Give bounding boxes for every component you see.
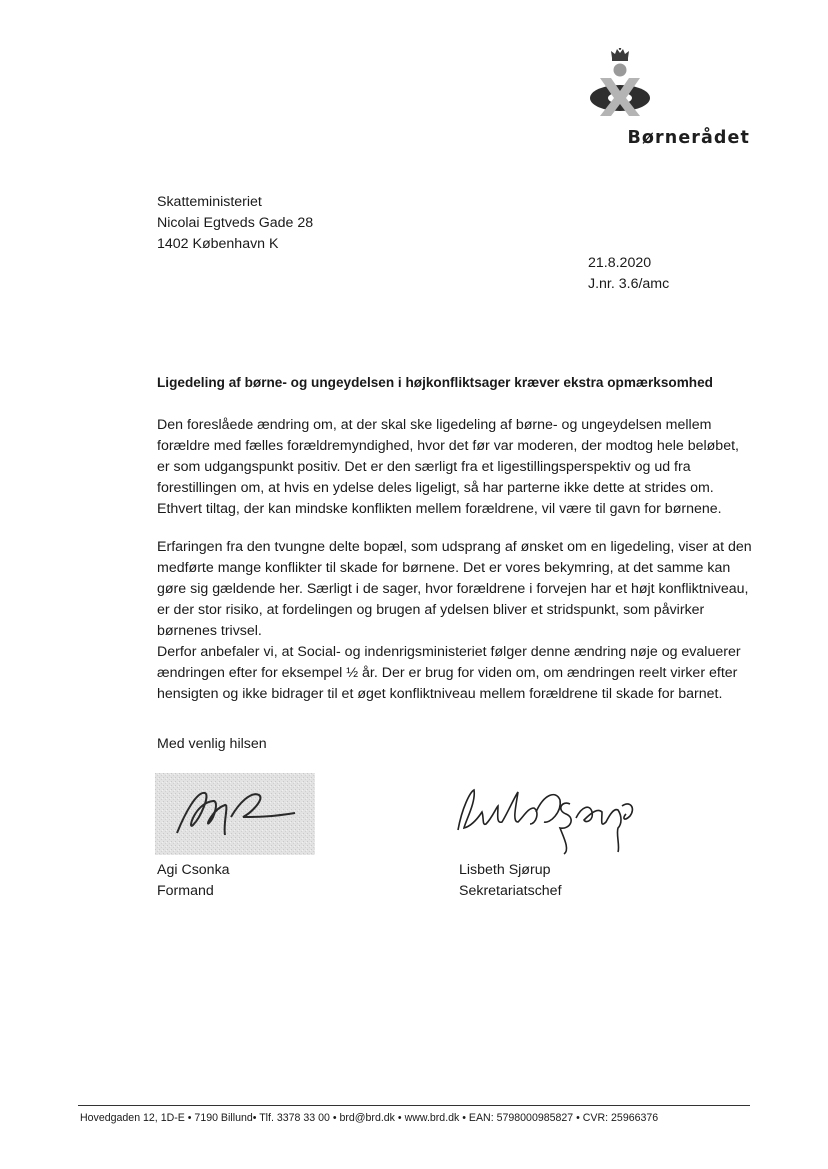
body-line: Ethvert tiltag, der kan mindske konflikten mellem forældrene, vil være til gavn for børnene.	[157, 501, 722, 517]
body-line: Den foreslåede ændring om, at der skal ske ligedeling af børne- og ungeydelsen mellem	[157, 417, 712, 433]
signer-name: Lisbeth Sjørup	[459, 862, 551, 878]
body-line: Derfor anbefaler vi, at Social- og indenrigsministeriet følger denne ændring nøje og evaluerer	[157, 644, 741, 660]
body-line: børnenes trivsel.	[157, 623, 262, 639]
signature-image-1	[155, 773, 315, 855]
signer-block-2	[459, 860, 562, 902]
signer-name: Agi Csonka	[157, 862, 230, 878]
letter-meta	[588, 253, 669, 295]
letter-date: 21.8.2020	[588, 255, 652, 271]
body-line: forestillingen om, at hvis en ydelse deles ligeligt, så har parterne ikke dette at strides om.	[157, 480, 714, 496]
signer-title: Sekretariatschef	[459, 883, 562, 899]
body-line: forældre med fælles forældremyndighed, hvor det før var moderen, der modtog hele beløbet,	[157, 438, 739, 454]
closing-salutation: Med venlig hilsen	[157, 736, 267, 752]
body-paragraph-2	[157, 537, 777, 705]
footer-contact-line: Hovedgaden 12, 1D-E • 7190 Billund• Tlf. 3378 33 00 • brd@brd.dk • www.brd.dk • EAN: 5798000985827 • CVR: 25966376	[80, 1112, 659, 1124]
letter-subject: Ligedeling af børne- og ungeydelsen i højkonfliktsager kræver ekstra opmærksomhed	[157, 375, 713, 390]
body-line: Erfaringen fra den tvungne delte bopæl, som udsprang af ønsket om en ligedeling, viser at den	[157, 539, 752, 555]
body-line: gøre sig gældende her. Særligt i de sager, hvor forældrene i forvejen har et højt konfliktniveau,	[157, 581, 749, 597]
body-line: ændringen efter for eksempel ½ år. Der er brug for viden om, om ændringen reelt virker efter	[157, 665, 738, 681]
body-line: er som udgangspunkt positiv. Det er den særligt fra et ligestillingsperspektiv og ud fra	[157, 459, 691, 475]
body-line: medførte mange konflikter til skade for børnene. Det er vores bekymring, at det samme kan	[157, 560, 731, 576]
signature-image-2	[452, 778, 642, 856]
signer-title: Formand	[157, 883, 214, 899]
organization-name: Børnerådet	[627, 128, 750, 148]
signer-block-1	[157, 860, 230, 902]
recipient-line: 1402 København K	[157, 236, 279, 252]
footer-divider	[78, 1105, 750, 1106]
recipient-line: Skatteministeriet	[157, 194, 262, 210]
recipient-address	[157, 192, 313, 255]
recipient-line: Nicolai Egtveds Gade 28	[157, 215, 314, 231]
body-line: er der stor risiko, at fordelingen og brugen af ydelsen bliver et stridspunkt, som påvirker	[157, 602, 705, 618]
body-paragraph-1	[157, 415, 777, 520]
borneraadet-logo-icon	[584, 48, 656, 118]
journal-number: J.nr. 3.6/amc	[588, 276, 670, 292]
body-line: hensigten og ikke bidrager til et øget konfliktniveau mellem forældrene til skade for barnet.	[157, 686, 723, 702]
